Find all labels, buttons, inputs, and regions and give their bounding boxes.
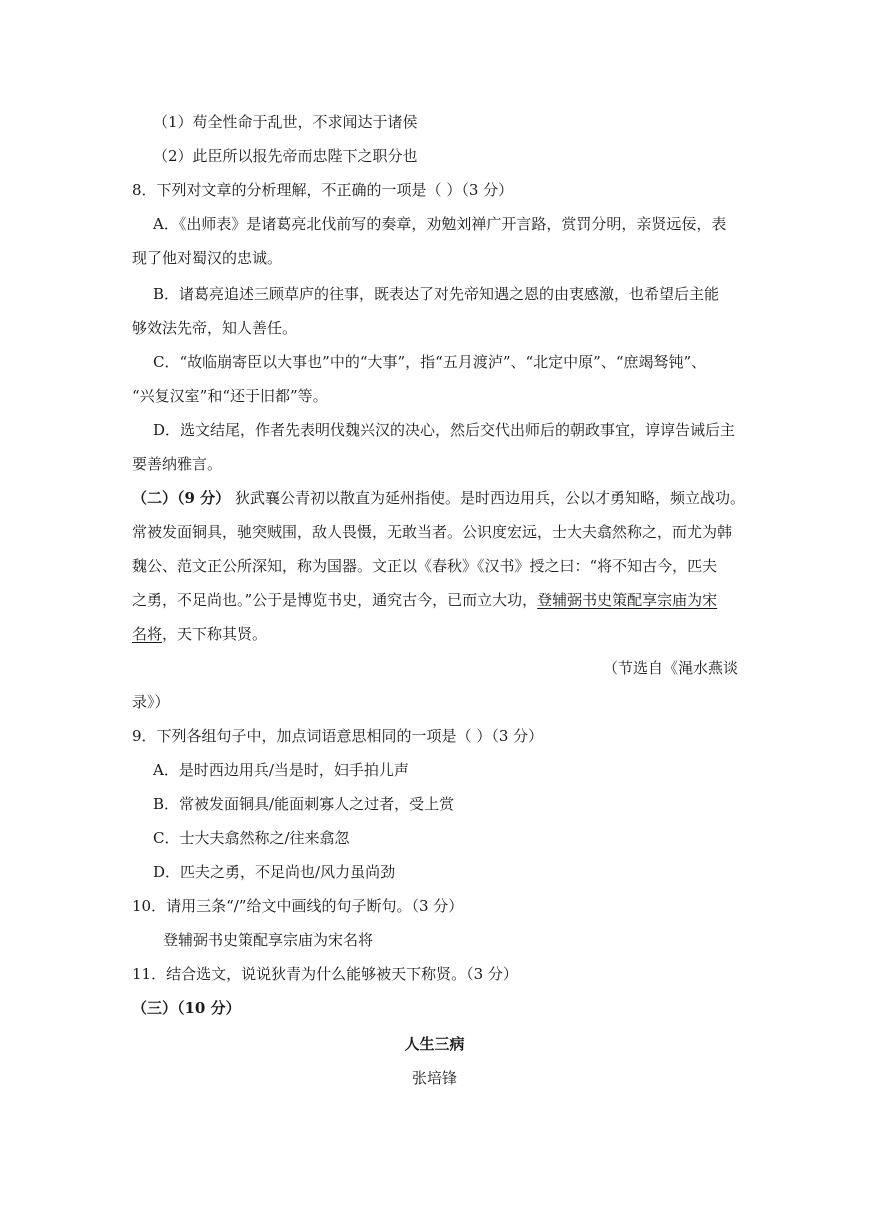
underlined-sentence: 登辅弼书史策配享宗庙为宋 [537, 591, 718, 609]
q8-option-d-2: 要善纳雅言。 [132, 455, 223, 473]
q8-option-a-2: 现了他对蜀汉的忠诚。 [132, 249, 283, 267]
q8-option-c-2: “兴复汉室”和“还于旧都”等。 [132, 387, 328, 405]
q10-sentence: 登辅弼书史策配享宗庙为宋名将 [163, 931, 374, 949]
poem-line-2: （2）此臣所以报先帝而忠陛下之职分也 [153, 147, 418, 165]
question-10: 10．请用三条“/”给文中画线的句子断句。（3 分） [132, 897, 464, 915]
section-2-paragraph-line-1 [132, 488, 745, 508]
section-2-paragraph-line-5 [132, 624, 267, 644]
section-2-paragraph-line-2: 常被发面铜具，驰突贼围，敌人畏慑，无敢当者。公识度宏远，士大夫翕然称之，而尤为韩 [132, 523, 733, 541]
section-2-text: 之勇，不足尚也。”公于是博览书史，通究古今，已而立大功， [132, 591, 538, 609]
essay-author: 张培锋 [411, 1069, 457, 1087]
section-3-heading: （三）（10 分） [132, 999, 241, 1017]
question-11: 11．结合选文，说说狄青为什么能够被天下称贤。（3 分） [132, 965, 518, 983]
q8-option-a-1: A．《出师表》是诸葛亮北伐前写的奏章，劝勉刘禅广开言路，赏罚分明，亲贤远佞，表 [153, 215, 727, 233]
source-note-1: （节选自《渑水燕谈 [602, 659, 738, 677]
underlined-sentence-end: 名将 [132, 625, 163, 643]
q9-option-c: C．士大夫翕然称之/往来翕忽 [153, 829, 350, 847]
essay-title: 人生三病 [404, 1035, 465, 1053]
q9-option-a: A．是时西边用兵/当是时，妇手拍儿声 [153, 761, 409, 779]
q8-option-c-1: C．“故临崩寄臣以大事也”中的“大事”，指“五月渡泸”、“北定中原”、“庶竭驽钝”、 [153, 353, 707, 371]
question-9: 9．下列各组句子中，加点词语意思相同的一项是（ ）（3 分） [132, 727, 544, 745]
q8-option-b-2: 够效法先帝，知人善任。 [132, 319, 298, 337]
q8-option-b-1: B．诸葛亮追述三顾草庐的往事，既表达了对先帝知遇之恩的由衷感激，也希望后主能 [153, 285, 720, 303]
source-note-2: 录》） [132, 693, 170, 711]
section-2-paragraph-line-4 [132, 590, 717, 610]
question-8: 8．下列对文章的分析理解，不正确的一项是（ ）（3 分） [132, 181, 514, 199]
section-2-text: 狄武襄公青初以散直为延州指使。是时西边用兵，公以才勇知略，频立战功。 [234, 489, 745, 507]
section-2-text: ，天下称其贤。 [162, 625, 268, 643]
section-2-paragraph-line-3: 魏公、范文正公所深知，称为国器。文正以《春秋》《汉书》授之曰：“将不知古今，匹夫 [132, 557, 718, 575]
section-2-heading: （二）（9 分） [132, 489, 231, 507]
poem-line-1: （1）苟全性命于乱世，不求闻达于诸侯 [153, 113, 418, 131]
q8-option-d-1: D．选文结尾，作者先表明伐魏兴汉的决心，然后交代出师后的朝政事宜，谆谆告诫后主 [153, 421, 736, 439]
q9-option-b: B．常被发面铜具/能面刺寡人之过者，受上赏 [153, 795, 455, 813]
q9-option-d: D．匹夫之勇，不足尚也/风力虽尚劲 [153, 863, 396, 881]
